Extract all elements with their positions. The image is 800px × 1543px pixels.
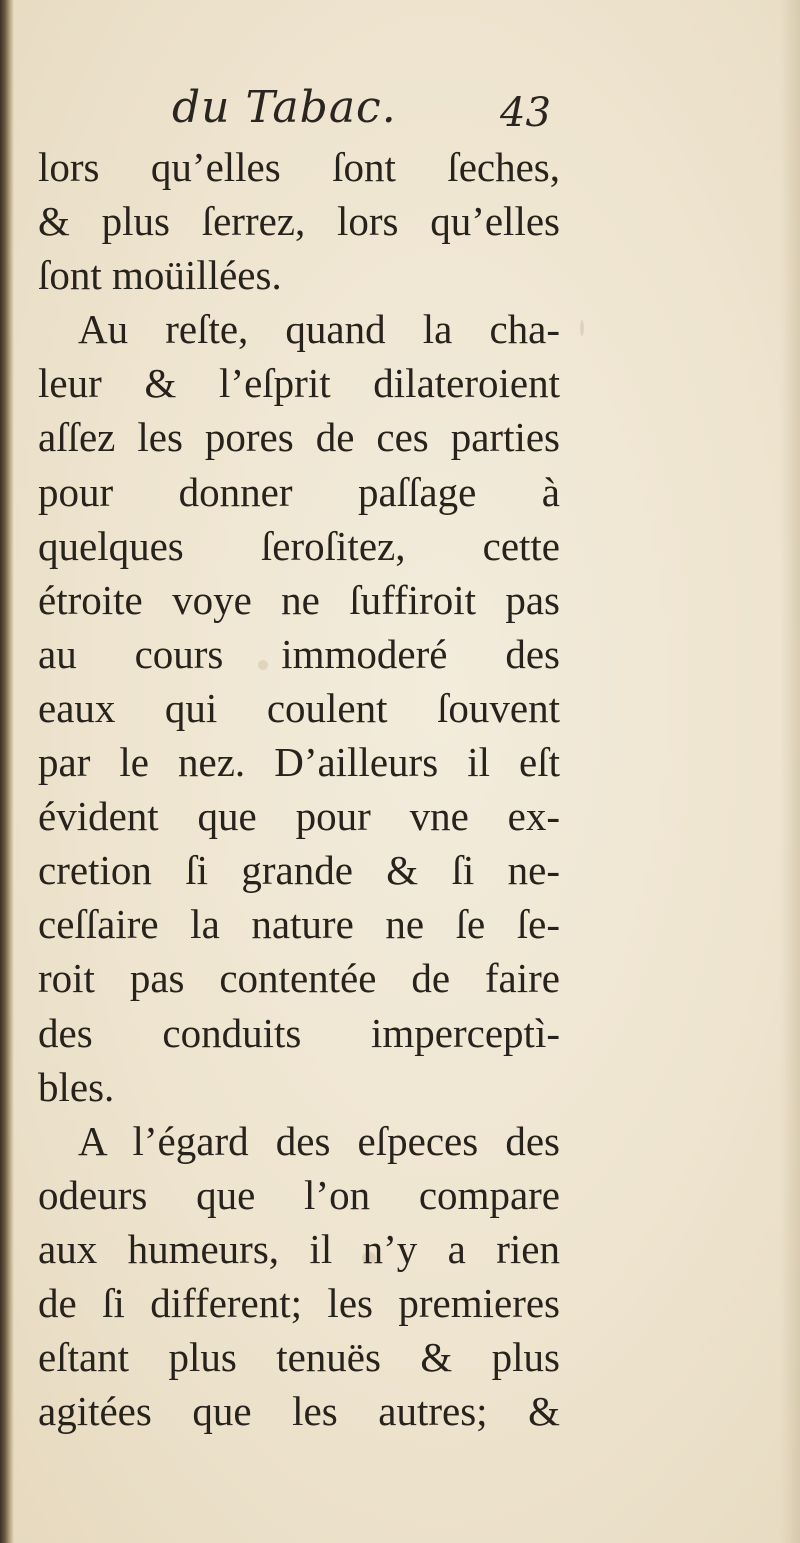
text-line: lors qu’elles ſont ſeches, — [38, 144, 560, 190]
text-line: eſtant plus tenuës & plus — [38, 1334, 560, 1381]
body-text — [38, 140, 560, 1438]
text-line: des conduits imperceptì- — [38, 1009, 560, 1056]
page-binding-shadow — [0, 0, 14, 1543]
paper-stain — [580, 320, 584, 336]
page-number: 43 — [500, 90, 551, 136]
text-line: de ſi different; les premieres — [38, 1279, 560, 1326]
page-header — [40, 82, 560, 142]
text-line: agitées que les autres; & — [38, 1388, 560, 1435]
text-line: & plus ſerrez, lors qu’elles — [38, 198, 560, 245]
text-line: cretion ſi grande & ſi ne- — [38, 847, 560, 894]
text-line: roit pas contentée de faire — [38, 955, 560, 1002]
paragraph-start-line: A l’égard des eſpeces des — [78, 1117, 560, 1164]
page-edge-shadow — [780, 0, 800, 1543]
paragraph-start-line: Au reſte, quand la cha- — [78, 306, 560, 353]
running-title: du Tabac. — [172, 82, 397, 133]
text-line: eaux qui coulent ſouvent — [38, 684, 560, 731]
text-line: aſſez les pores de ces parties — [38, 414, 560, 461]
text-line: odeurs que l’on compare — [38, 1171, 560, 1218]
text-line: ceſſaire la nature ne ſe ſe- — [38, 901, 560, 948]
text-line: leur & l’eſprit dilateroient — [38, 360, 560, 407]
text-line: au cours immoderé des — [38, 630, 560, 677]
text-line: par le nez. D’ailleurs il eſt — [38, 739, 560, 786]
text-line: étroite voye ne ſuffiroit pas — [38, 576, 560, 623]
text-line: bles. — [38, 1063, 115, 1110]
text-line: évident que pour vne ex- — [38, 793, 560, 840]
text-line: aux humeurs, il n’y a rien — [38, 1225, 560, 1272]
text-line: quelques ſeroſitez, cette — [38, 522, 560, 569]
text-line: ſont moüillées. — [38, 252, 282, 299]
text-line: pour donner paſſage à — [38, 468, 560, 515]
